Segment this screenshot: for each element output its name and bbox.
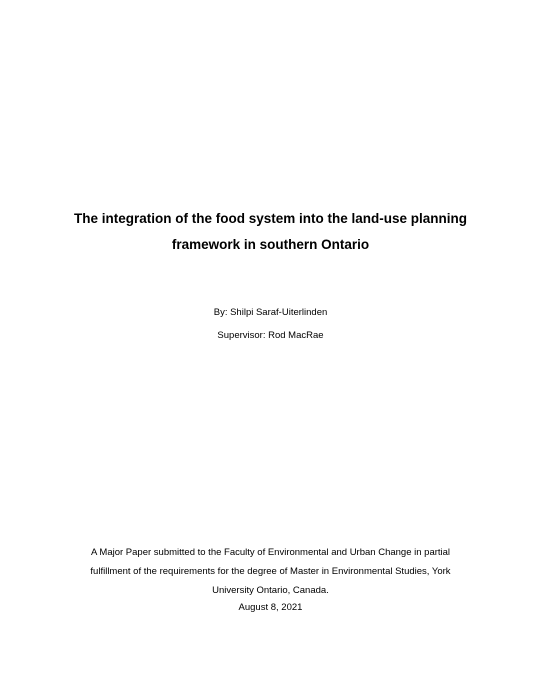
title-line-2: framework in southern Ontario (171, 237, 370, 252)
submission-line-1: A Major Paper submitted to the Faculty of Environmental and Urban Change in partial (90, 547, 451, 558)
submission-line-2: fulfillment of the requirements for the degree of Master in Environmental Studies, York (90, 566, 451, 577)
author-line: By: Shilpi Saraf-Uiterlinden (213, 307, 328, 318)
supervisor-line: Supervisor: Rod MacRae (217, 330, 324, 341)
submission-statement (60, 543, 481, 600)
submission-line-3: University Ontario, Canada. (212, 585, 329, 596)
document-title (40, 206, 501, 258)
submission-date: August 8, 2021 (238, 602, 303, 613)
title-line-1: The integration of the food system into the land-use planning (73, 211, 467, 226)
